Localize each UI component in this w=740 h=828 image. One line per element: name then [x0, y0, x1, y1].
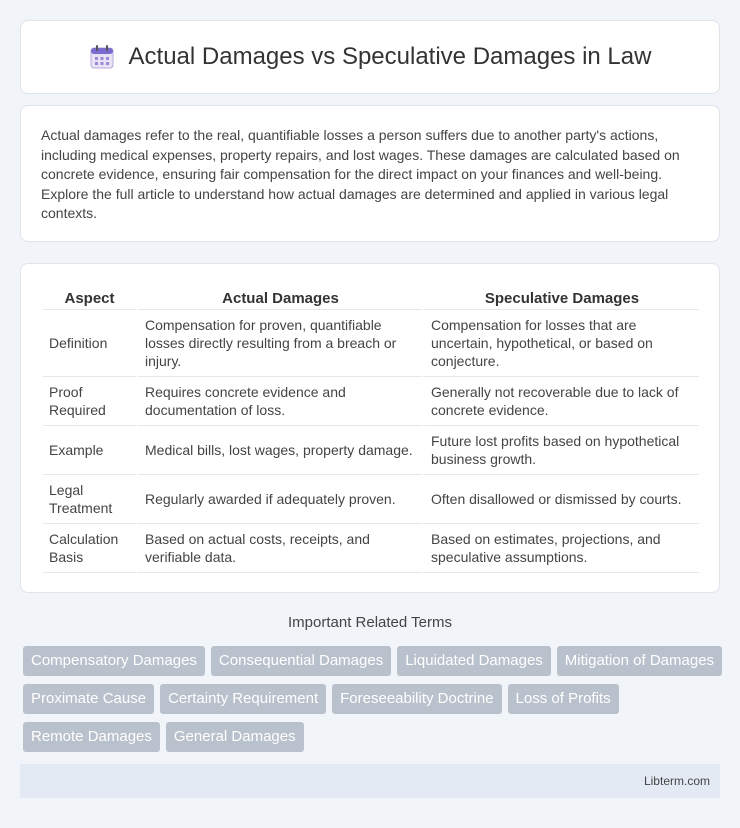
related-term-tag[interactable]: Loss of Profits — [508, 684, 619, 714]
cell-aspect: Legal Treatment — [43, 475, 136, 524]
related-term-tag[interactable]: Proximate Cause — [23, 684, 154, 714]
related-terms-title: Important Related Terms — [288, 614, 452, 631]
cell-aspect: Definition — [43, 310, 136, 377]
cell-aspect: Calculation Basis — [43, 524, 136, 573]
related-term-tag[interactable]: Compensatory Damages — [23, 646, 205, 676]
cell-actual: Requires concrete evidence and documentation of loss. — [136, 377, 422, 426]
cell-actual: Regularly awarded if adequately proven. — [136, 475, 422, 524]
comparison-table-card — [20, 263, 720, 593]
cell-speculative: Often disallowed or dismissed by courts. — [422, 475, 699, 524]
calendar-icon — [89, 44, 115, 70]
cell-speculative: Compensation for losses that are uncertain, hypothetical, or based on conjecture. — [422, 310, 699, 377]
table-row — [43, 377, 699, 426]
related-terms-list — [23, 646, 723, 752]
cell-aspect: Proof Required — [43, 377, 136, 426]
cell-actual: Based on actual costs, receipts, and verifiable data. — [136, 524, 422, 573]
related-term-tag[interactable]: Foreseeability Doctrine — [332, 684, 501, 714]
header-aspect: Aspect — [43, 286, 136, 310]
footer-site-link[interactable]: Libterm.com — [643, 774, 710, 788]
intro-text: Actual damages refer to the real, quantifiable losses a person suffers due to another party's actions, including medical expenses, property repairs, and lost wages. These damages are calculated based on concrete evidence, ensuring fair compensation for the direct impact on your finances and well-being. Explore the full article to understand how actual damages are determined and applied in various legal contexts. — [41, 127, 680, 221]
comparison-table — [43, 286, 699, 573]
related-term-tag[interactable]: Remote Damages — [23, 722, 160, 752]
related-term-tag[interactable]: Mitigation of Damages — [557, 646, 722, 676]
header-speculative: Speculative Damages — [422, 286, 699, 310]
cell-speculative: Future lost profits based on hypothetical business growth. — [422, 426, 699, 475]
related-term-tag[interactable]: Liquidated Damages — [397, 646, 551, 676]
intro-card — [20, 105, 720, 242]
cell-speculative: Based on estimates, projections, and speculative assumptions. — [422, 524, 699, 573]
page-title: Actual Damages vs Speculative Damages in Law — [128, 43, 652, 70]
related-term-tag[interactable]: Consequential Damages — [211, 646, 391, 676]
related-term-tag[interactable]: General Damages — [166, 722, 304, 752]
related-term-tag[interactable]: Certainty Requirement — [160, 684, 326, 714]
table-row — [43, 475, 699, 524]
table-row — [43, 426, 699, 475]
cell-aspect: Example — [43, 426, 136, 475]
table-row — [43, 524, 699, 573]
header-card — [20, 20, 720, 94]
table-header-row — [43, 286, 699, 310]
footer — [20, 764, 720, 798]
cell-actual: Compensation for proven, quantifiable losses directly resulting from a breach or injury. — [136, 310, 422, 377]
cell-speculative: Generally not recoverable due to lack of concrete evidence. — [422, 377, 699, 426]
table-row — [43, 310, 699, 377]
header-actual: Actual Damages — [136, 286, 422, 310]
cell-actual: Medical bills, lost wages, property damage. — [136, 426, 422, 475]
